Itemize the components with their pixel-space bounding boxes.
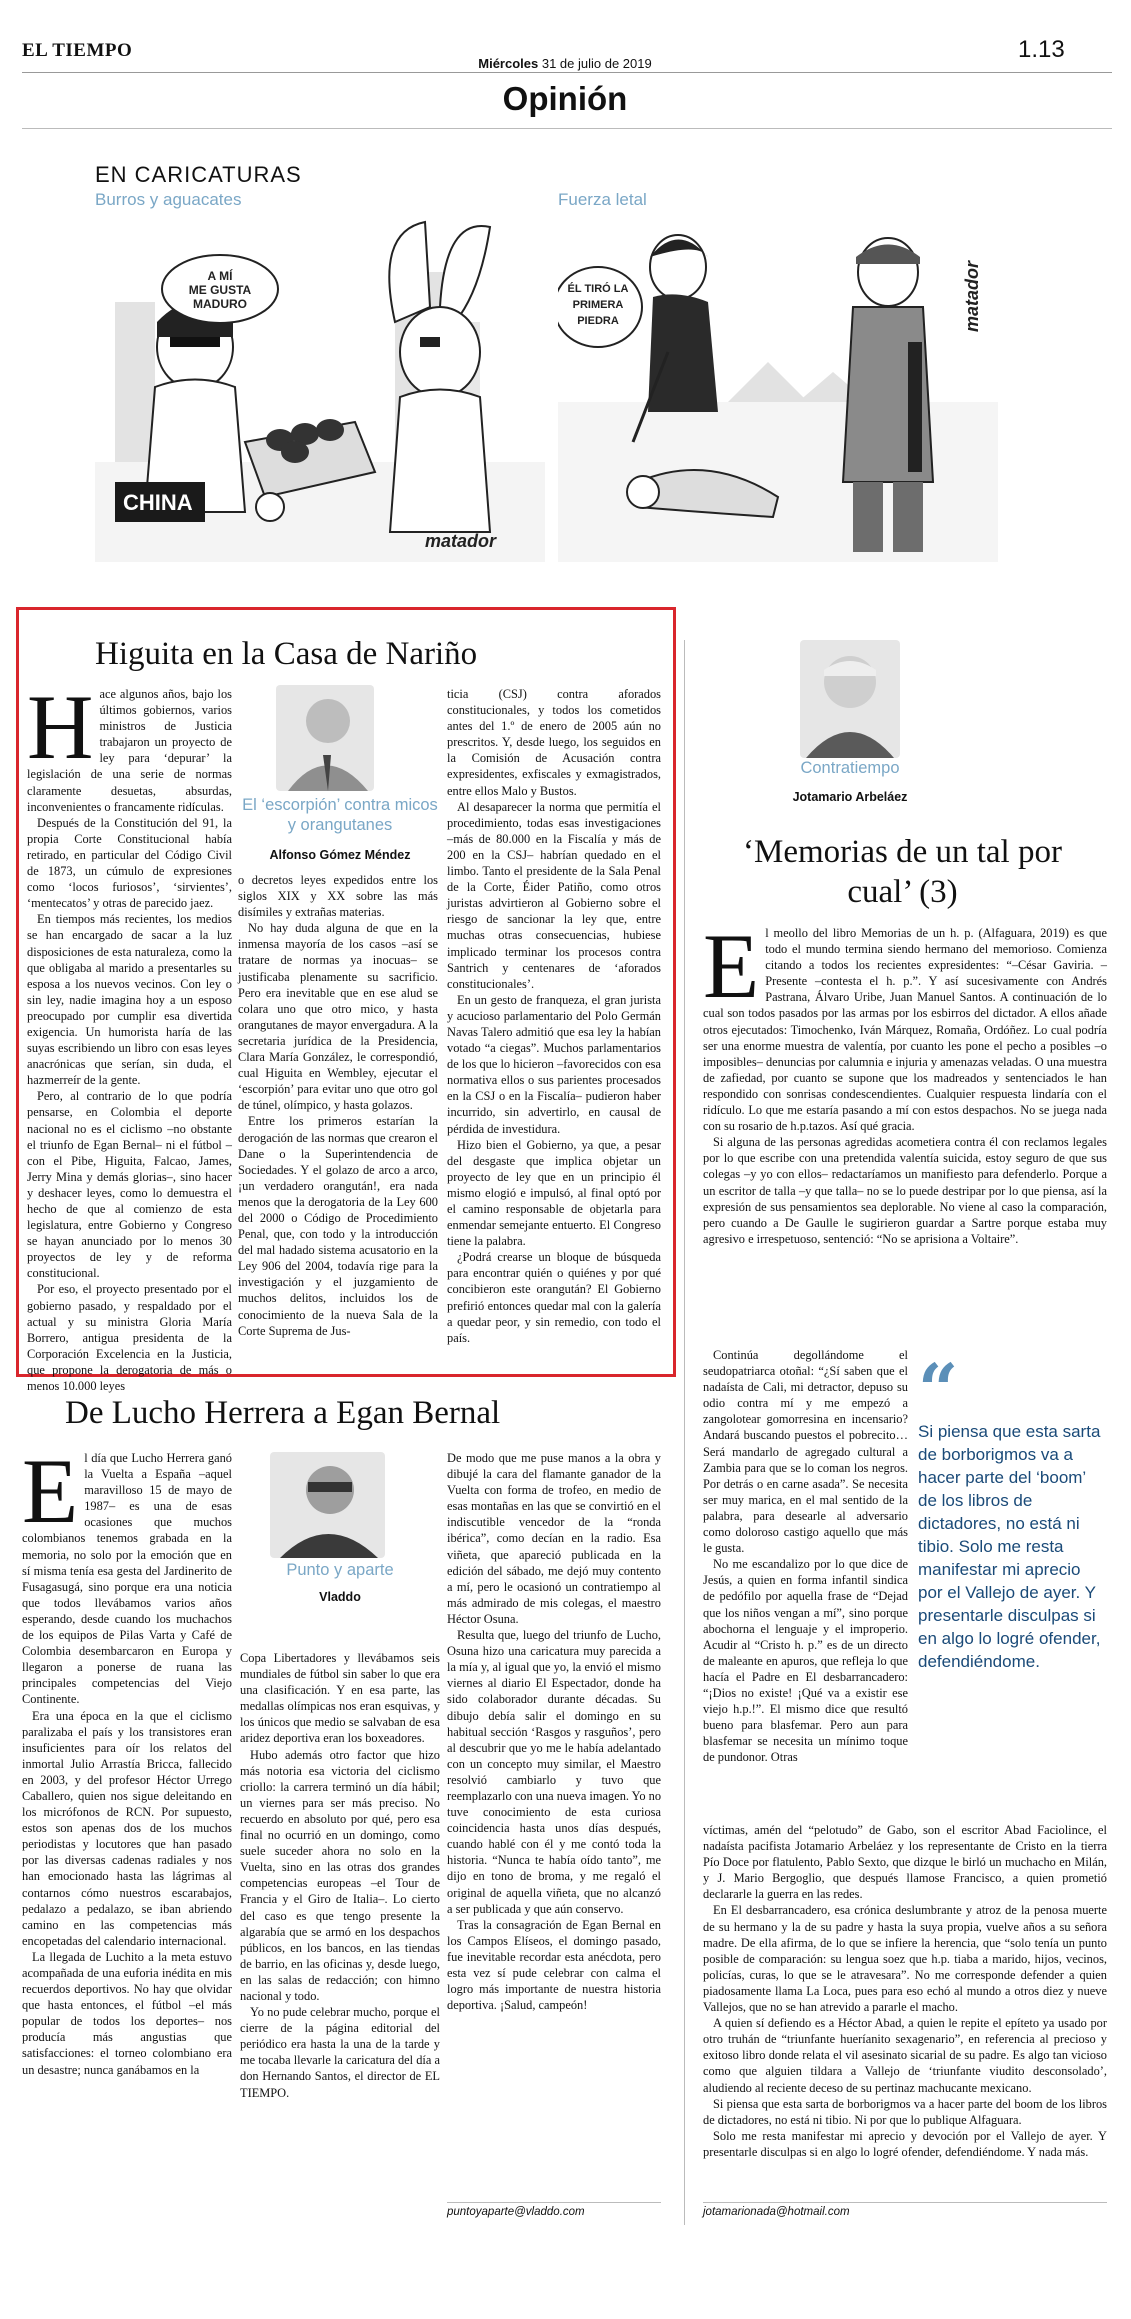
column-title-escorpion: El ‘escorpión’ contra micos y orangutanes	[242, 796, 438, 834]
article2-email: puntoyaparte@vladdo.com	[447, 2206, 585, 2218]
pull-quote-text: Si piensa que esta sarta de borborigmos va a hacer parte del ‘boom’ de los libros de dictadores, no está ni tibio. Solo me resta manifestar mi aprecio por el Vallejo de ayer. Y presentarle disculpas si en algo lo logré ofender, defendiéndome.	[918, 1422, 1101, 1671]
article1-column-1: Hace algunos años, bajo los últimos gobiernos, varios ministros de Justicia trabajaron un proyecto de ley para ‘depurar’ la legislación de una serie de normas claramente desuetas, absurdas, inconvenientes o francamente ridículas. Después de la Constitución del 91, la propia Corte Constitucional había retirado, en particular del Código Civil de 1873, un cúmulo de expresiones como ‘locos furiosos’, ‘sirvientes’, ‘mentecatos’ y otras de parecido jaez. En tiempos más recientes, los medios se han encargado de sacar a la luz disposiciones de esta naturaleza, como la que obligaba al marido a presentarles su esposa a los nuevos vecinos. Con ley o sin ley, nadie imagina hoy a un esposo preocupado por cumplir esa divertida exigencia. Un humorista haría de las suyas escribiendo un libro con esas leyes anacrónicas que serían, sin duda, el hazmerreír de la gente. Pero, al contrario de lo que podría pensarse, en Colombia el deporte nacional no es el ciclismo –no obstante el triunfo de Egan Bernal– ni el fútbol –con el Pibe, Higuita, Falcao, James, Jerry Mina y demás glorias–, sino hacer y deshacer leyes, como lo demuestra el hecho de que al comienzo de esta legislatura, entre Gobierno y Congreso se hayan anunciado por lo menos 30 proyectos de ley y de reforma constitucional. Por eso, el proyecto presentado por el gobierno pasado, y respaldado por el actual y su ministra Gloria María Borrero, antigua presidenta de la Corporación Excelencia en la Justicia, que propone la derogatoria de más o menos 10.000 leyes	[27, 676, 232, 1394]
article2-column-1: El día que Lucho Herrera ganó la Vuelta a España –aquel maravilloso 15 de mayo de 1987– es una de esas ocasiones que muchos colombianos tenemos grabada en la memoria, no solo por la emoción que en sí misma tenía esa gesta del Jardinerito de Fusagasugá, sino porque era una noticia que todos llevábamos varios años esperando, desde cuando los muchachos de los equipos de Pilas Varta y Café de Colombia desembarcaron en Europa y llegaron a ponerse de ruana las principales competencias del Viejo Continente. Era una época en la que el ciclismo paralizaba el país y los transistores eran insuficientes para oír los relatos del inmortal Julio Arrastía Bricca, fallecido en 2003, y del profesor Héctor Urrego Caballero, quien nos sigue deleitando en los micrófonos de RCN. Por supuesto, estos son apenas dos de los muchos periodistas y locutores que han pasado por las diversas cadenas radiales y nos han emocionado hasta las lágrimas al contarnos cómo nuestros escarabajos, pedalazo a pedalazo, se iban abriendo camino en las competencias más encopetadas del calendario internacional. La llegada de Luchito a la meta estuvo acompañada de una euforia inédita en mis recuerdos deportivos. No hay que olvidar que hasta entonces, el fútbol –el más popular de todos los deportes– nos producía más angustias que satisfacciones: el torneo colombiano era un desastre; nunca ganábamos en la	[22, 1440, 232, 2077]
masthead-rule	[22, 72, 1112, 73]
column-title-punto-y-aparte: Punto y aparte	[286, 1561, 394, 1579]
article2-column-2: Copa Libertadores y llevábamos seis mundiales de fútbol sin saber lo que era una clasificación. Y en esa parte, las medallas olímpicas nos eran esquivas, y los únicos que medio se salvaban de esa aridez deportiva eran los boxeadores. Hubo además otro factor que hizo más notoria esa victoria del ciclismo criollo: la carrera terminó un día hábil; un viernes para ser más preciso. No recuerdo en absoluto por qué, pero esa final no ocurrió en un domingo, como suele suceder ahora no solo en la Vuelta, sino en las otras dos grandes competencias europeas –el Tour de Francia y el Giro de Italia–. Lo cierto del caso es que tengo presente la algarabía que se armó en los despachos públicos, en los bancos, en las tiendas de barrio, en las oficinas y, desde luego, en las salas de redacción; con himno nacional y todo. Yo no pude celebrar mucho, porque el cierre de la página editorial del periódico era hasta la una de la tarde y me tocaba llevarle la caricatura del día a don Hernando Santos, el director de EL TIEMPO.	[240, 1651, 440, 2100]
svg-text:matador: matador	[425, 531, 497, 551]
article2-title: De Lucho Herrera a Egan Bernal	[65, 1395, 501, 1431]
article1-column-3: ticia (CSJ) contra aforados constitucionales, y todos los cometidos antes del 1.º de enero de 2005 aún no prescritos. Y, desde luego, los seguidos en la Comisión de Acusación contra expresidentes, exfiscales y exmagistrados, entre ellos Malo y Bustos. Al desaparecer la norma que permitía el procedimiento, todas esas investigaciones –más de 80.000 en la Fiscalía y más de 200 en la CSJ– habrían quedado en el limbo. Tanto el presidente de la Sala Penal de la Corte, Éider Patiño, como otros juristas advirtieron al Gobierno sobre el riesgo de sancionar la ley que, entre muchas otras consecuencias, hubiese implicado terminar los procesos contra Santrich y centenares de ‘aforados constitucionales’. En un gesto de franqueza, el gran jurista y acucioso parlamentario del Polo Germán Navas Talero admitió que esa ley la habían votado “a ciegas”. Muchos parlamentarios de los que lo hicieron –favorecidos con esa normativa ellos o sus parientes procesados en la CSJ o en la Fiscalía– pudieron haber incurrido, sin advertirlo, en causal de pérdida de investidura. Hizo bien el Gobierno, ya que, a pesar del desgaste que implica objetar un proyecto de ley que en un principio él mismo elogió e impulsó, al final optó por el camino responsable de objetarla para enmendar semejante entuerto. El Congreso tiene la palabra. ¿Podrá crearse un bloque de búsqueda para encontrar quién o quiénes y por qué concibieron este orangután? El Gobierno prefirió entonces quedar mal con la galería a quedar peor, y sin remedio, con todo el país.	[447, 687, 661, 1345]
page-number: 1.13	[1018, 36, 1065, 63]
author-photo-alfonso	[276, 685, 374, 791]
caricature-left-title: Burros y aguacates	[95, 190, 242, 209]
article3-dropcap: E	[703, 915, 760, 1017]
caricature-right-title: Fuerza letal	[558, 190, 647, 209]
article1-dropcap: H	[27, 676, 94, 778]
article3-email: jotamarionada@hotmail.com	[703, 2206, 850, 2218]
column-title-contratiempo: Contratiempo	[800, 759, 900, 777]
article2-author: Vladdo	[319, 1590, 361, 1604]
article2-column-3: De modo que me puse manos a la obra y dibujé la cara del flamante ganador de la Vuelta con forma de trofeo, en medio de esas montañas en las que se convirtió en el indiscutible vencedor de la “ronda ibérica”, como decían en la radio. Esa viñeta, que apareció publicada en la edición del sábado, me dejó muy contento a mí, pero le ocasionó un contratiempo al más admirado de mis colegas, el maestro Héctor Osuna. Resulta que, luego del triunfo de Lucho, Osuna hizo una caricatura muy parecida a la mía y, al igual que yo, la envió el mismo viernes al diario El Espectador, donde ha sido colaborador durante décadas. Su dibujo debía salir el domingo en su habitual sección ‘Rasgos y rasguños’, pero al descubrir que yo me le había adelantado con un concepto muy similar, el Maestro resolvió cambiarlo y tuvo que reemplazarlo con una nueva imagen. Yo no tuve conocimiento de esta curiosa coincidencia hasta unos días después, cuando hablé con él y me contó toda la historia. “Nunca te había oído tanto”, me dijo en tono de broma, y me regaló el original de aquella viñeta, que no alcanzó a ser publicada y que aún conservo. Tras la consagración de Egan Bernal en los Campos Elíseos, el domingo pasado, fue inevitable recordar esta anécdota, pero esta vez sí pude celebrar con calma el logro más importante de nuestra historia deportiva. ¡Salud, campeón!	[447, 1451, 662, 2013]
article3-opening-paragraphs: El meollo del libro Memorias de un h. p. (Alfaguara, 2019) es que todo el mundo termina siendo hermano del memorioso. Comienza citando a todos los recientes expresidentes: “–César Gaviria. –Presente –contesta el h. p.”. Y así sucesivamente con Andrés Pastrana, Álvaro Uribe, Juan Manuel Santos. A continuación de lo cual son todos pasados por las armas por los esbirros del dictador. A ellos añade otros ejecutados: Timochenko, Iván Márquez, Romaña, Ordóñez. Lo cual podría ser una enorme muestra de valentía, por cuanto les pone el pecho a posibles –o imposibles– denuncias por calumnia e injuria y amenazas veladas. O una muestra de zafiedad, por cuanto se supone que los madreados y sentenciados le han respondido con sonrisas condescendientes. Cualquier respuesta lindaría con el ridículo. Lo que me estaría pasando a mí con estos despachos. No se juega nada con su rosario de h.p.tazos. Así qué gracia. Si alguna de las personas agredidas acometiera contra él con reclamos legales por lo que escribe con una pretendida valentía suicida, estoy seguro de que sus colegas –y yo con ellos– redactaríamos un manifiesto para defenderlo. Porque a un escritor de talla –y que talla– no se lo puede destripar por lo que piensa, así la expresión de sus pensamientos sea deplorable. No viene al caso la comparación, pero cuando a De Gaulle le sugirieron guardar a Sartre porque estaba muy agresivo e irrespetuoso, sentenció: “No se aprisiona a Voltaire”.	[703, 915, 1107, 1246]
article2-dropcap: E	[22, 1440, 79, 1542]
caricatures-label: EN CARICATURAS	[95, 162, 302, 187]
article3-author: Jotamario Arbeláez	[792, 790, 908, 804]
article2-end-rule	[447, 2202, 661, 2203]
svg-text:PIEDRA: PIEDRA	[577, 315, 619, 327]
article3-end-rule	[703, 2202, 1107, 2203]
article1-title: Higuita en la Casa de Nariño	[95, 636, 478, 672]
article1-author: Alfonso Gómez Méndez	[269, 848, 411, 862]
author-photo-vladdo	[270, 1452, 385, 1558]
pull-quote-box	[918, 1348, 1106, 1673]
article3-title: ‘Memorias de un tal por cual’ (3)	[743, 834, 1062, 910]
issue-date: Miércoles 31 de julio de 2019	[478, 56, 652, 71]
caricature-left-burros-y-aguacates	[95, 212, 545, 562]
article3-closing-paragraphs: víctimas, amén del “pelotudo” de Gabo, son el escritor Abad Faciolince, el nadaísta pacifista Jotamario Arbeláez y los representante de Cristo en la tierra Pío Doce por flatulento, Pablo Sexto, que dizque le birló un muchacho en Milán, y J. Mario Bergoglio, que después llamose Francisco, a quien prometió declararle la guerra en las redes. En El desbarrancadero, esa crónica deslumbrante y atroz de la penosa muerte de su hermano y la de su padre y hasta la suya propia, vuelve años a su señora madre. De ella afirma, de lo que se infiere la herencia, que “solo tenía un punto posible de comparación: su lengua soez que h.p. tiaba a marido, hijos, vecinos, policías, curas, lo que se le atravesara”. No me corresponde defender a quien piadosamente llama La Loca, pues para eso echó al mundo a otros diez y nueve Vallejos, que no se han atrevido a pararle el macho. A quien sí defiendo es a Héctor Abad, a quien le repite el epíteto ya usado por otro truhán de “triunfante hueríanito sexagenario”, en referencia al precioso y exitoso libro donde relata el vil asesinato sicarial de su padre. Es algo tan vicioso como que alguien tildara a Vallejo de ‘triunfante viudito desconsolado’, aludiendo al reciente deceso de su pertinaz machucante mexicano. Si piensa que esta sarta de borborigmos va a hacer parte del boom de los libros de dictadores, no está ni tibio. Ni por que lo publique Alfaguara. Solo me resta manifestar mi aprecio y devoción por el Vallejo de ayer. Y presentarle disculpas si en algo lo logré ofender, defendiéndome. Y nada más.	[703, 1823, 1107, 2159]
article3-narrow-column: Continúa degollándome el seudopatriarca otoñal: “¿Sí saben que el nadaísta de Cali, mi detractor, depuso su odio contra mí y me empezó a zangolotear gomorresina en incensario? Andará buscando puestos el pobrecito… Será mandarlo de agregado cultural a Zambia para que se lo coman los negros. Por detrás o en carne asada”. Se necesita ser muy marica, en el mal sentido de la palabra, para desearle al adversario como doloroso castigo aquello que más le gusta. No me escandalizo por lo que dice de Jesús, a quien en forma infantil sindica de pedófilo por aquella frase de “Dejad que los niños vengan a mí”, sino porque abochorna el lenguaje y el improperio. Acudir al “Cristo h. p.” es de un directo de maleante en apuros, que refleja lo que hacía el Padre en El desbarrancadero: “¡Dios no existe! ¡Qué va a existir ese viejo h.p.!”. El mismo dice que resultó bueno para blasfemar. Pero aun para blasfemar se necesita un mínimo toque de pundonor. Otras	[703, 1348, 908, 1765]
author-photo-jotamario	[800, 640, 900, 758]
article1-column-2: o decretos leyes expedidos entre los siglos XIX y XX sobre las más disímiles y extrañas materias. No hay duda alguna de que en la inmensa mayoría de los casos –así se tratare de normas ya inocuas– se justificaba plenamente su sacrificio. Pero era inevitable que en ese alud se colara uno que otro mico, y hasta orangutanes de mayor envergadura. A la secretaria jurídica de la Presidencia, Clara María González, le correspondió, cual Higuita en Wembley, ejecutar el ‘escorpión’ para evitar uno que otro gol de túnel, olímpico, y hasta golazos. Entre los primeros estarían la derogación de las normas que crearon el Dane o la Superintendencia de Sociedades. Y el golazo de arco a arco, ¡un verdadero orangután!, era nada menos que la derogatoria de la Ley 600 del 2000 o Código de Procedimiento Penal, que, con todo y la introducción del mal hadado sistema acusatorio en la Ley 906 del 2004, todavía rige para la investigación y el juzgamiento de muchos delitos, incluidos los de conocimiento de la nueva Sala de la Corte Suprema de Jus-	[238, 873, 438, 1338]
svg-text:CHINA: CHINA	[123, 490, 193, 515]
section-title: Opinión	[502, 80, 628, 117]
column-separator	[684, 640, 685, 2225]
svg-text:A MÍ: A MÍ	[207, 269, 233, 283]
newspaper-brand: EL TIEMPO	[22, 40, 133, 61]
svg-text:ÉL TIRÓ LA: ÉL TIRÓ LA	[567, 283, 629, 295]
svg-text:matador: matador	[962, 260, 982, 332]
caricature-right-fuerza-letal	[558, 212, 998, 562]
svg-text:ME GUSTA: ME GUSTA	[188, 283, 252, 297]
section-rule	[22, 128, 1112, 129]
svg-text:MADURO: MADURO	[193, 297, 247, 311]
quote-icon: “	[918, 1348, 959, 1431]
svg-text:PRIMERA: PRIMERA	[572, 299, 624, 311]
